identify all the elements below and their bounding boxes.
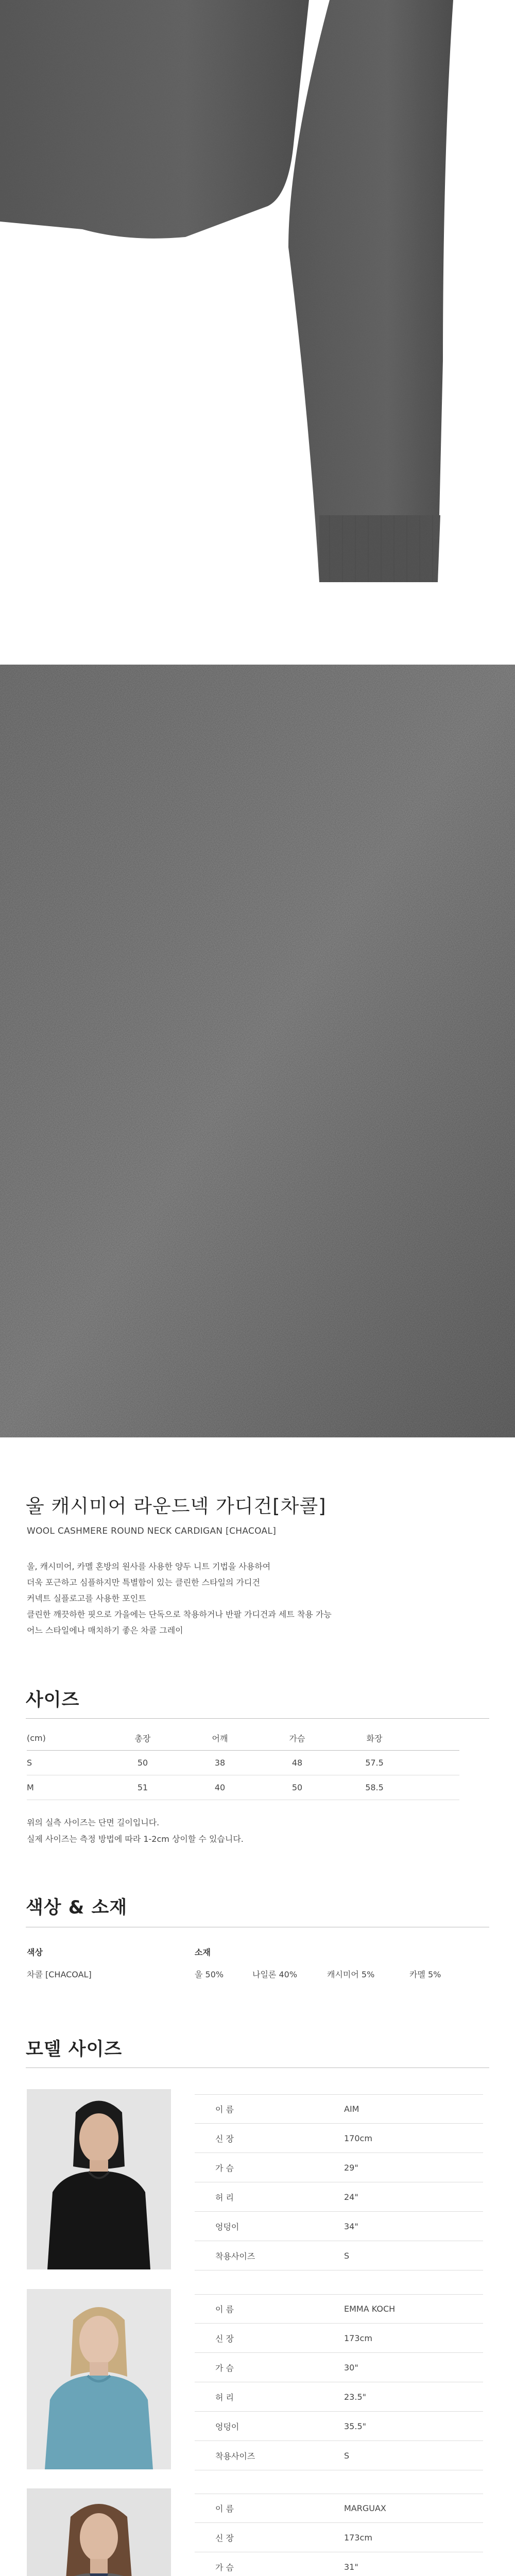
product-description: [27, 1558, 490, 1638]
table-row: [195, 2441, 483, 2470]
info-label: 허 리: [215, 2192, 234, 2202]
material-value: 캐시미어 5%: [327, 1970, 375, 1979]
table-row: [195, 2124, 483, 2153]
size-header-cell: (cm): [27, 1733, 46, 1743]
table-row: [195, 2494, 483, 2523]
product-photo-sleeve: [0, 0, 515, 587]
size-table-header: [27, 1726, 459, 1751]
description-line: 클린한 깨끗하한 핏으로 가을에는 단독으로 착용하거나 반팔 가디건과 세트 착용 가능: [27, 1609, 332, 1619]
size-cell: 40: [214, 1783, 226, 1792]
models-section-title: 모델 사이즈: [26, 2039, 123, 2060]
info-value: S: [344, 2250, 350, 2261]
table-row: [195, 2153, 483, 2182]
info-value: S: [344, 2450, 350, 2461]
size-cell: 58.5: [365, 1783, 384, 1792]
material-value: 카멜 5%: [409, 1970, 441, 1979]
material-value: 나일론 40%: [252, 1970, 298, 1979]
description-line: 어느 스타일에나 매치하기 좋은 차콜 그레이: [27, 1625, 183, 1635]
size-header-cell: 화장: [366, 1734, 383, 1743]
model-photo: [27, 2089, 171, 2269]
info-value: 29": [344, 2162, 358, 2173]
product-subtitle: WOOL CASHMERE ROUND NECK CARDIGAN [CHACOAL]: [27, 1526, 277, 1536]
info-label: 착용사이즈: [215, 2451, 255, 2461]
info-label: 허 리: [215, 2392, 234, 2402]
size-header-cell: 가슴: [289, 1734, 305, 1743]
table-row: [195, 2324, 483, 2353]
info-label: 이 름: [215, 2304, 234, 2314]
info-label: 가 슴: [215, 2562, 234, 2572]
info-value: 35.5": [344, 2421, 366, 2431]
info-label: 엉덩이: [215, 2222, 239, 2232]
table-row: [195, 2382, 483, 2412]
table-row: [195, 2523, 483, 2552]
info-value: 173cm: [344, 2333, 372, 2343]
info-value: 170cm: [344, 2133, 372, 2143]
divider: [26, 2067, 489, 2068]
material-label: 소재: [195, 1947, 211, 1957]
description-line: 더욱 포근하고 심플하지만 특별함이 있는 클린한 스타일의 가디건: [27, 1578, 260, 1587]
info-value: 24": [344, 2192, 358, 2202]
size-cell: 57.5: [365, 1758, 384, 1768]
size-cell: 51: [137, 1783, 148, 1792]
material-section-title: 색상 & 소재: [26, 1897, 128, 1918]
table-row: [195, 2094, 483, 2124]
table-row: [195, 2412, 483, 2441]
model-info-table: [195, 2494, 483, 2576]
info-label: 신 장: [215, 2533, 234, 2543]
info-label: 착용사이즈: [215, 2251, 255, 2261]
size-cell: 38: [214, 1758, 226, 1768]
table-row: [195, 2353, 483, 2382]
table-row: [27, 1751, 459, 1775]
table-row: [195, 2241, 483, 2270]
info-value: MARGUAX: [344, 2503, 386, 2513]
material-value: 울 50%: [195, 1970, 224, 1979]
info-label: 가 슴: [215, 2363, 234, 2373]
info-value: AIM: [344, 2104, 359, 2114]
info-value: 34": [344, 2221, 358, 2231]
info-label: 신 장: [215, 2333, 234, 2344]
size-note: 위의 실측 사이즈는 단면 길이입니다.: [27, 1818, 160, 1827]
info-label: 엉덩이: [215, 2421, 239, 2432]
size-header-cell: 어깨: [212, 1734, 228, 1743]
model-photo: [27, 2289, 171, 2469]
size-notes: [27, 1815, 490, 1848]
size-cell: 48: [291, 1758, 303, 1768]
color-label: 색상: [27, 1947, 43, 1957]
size-header-cell: 총장: [134, 1734, 151, 1743]
size-cell: 50: [137, 1758, 148, 1768]
size-cell: M: [27, 1783, 34, 1792]
size-cell: S: [27, 1758, 32, 1768]
size-section-title: 사이즈: [26, 1690, 80, 1710]
size-note: 실제 사이즈는 측정 방법에 따라 1-2cm 상이할 수 있습니다.: [27, 1834, 244, 1844]
color-value: 차콜 [CHACOAL]: [27, 1970, 92, 1979]
size-cell: 50: [291, 1783, 303, 1792]
product-title: 울 캐시미어 라운드넥 가디건[차콜]: [26, 1495, 327, 1517]
model-info-table: [195, 2094, 483, 2270]
info-value: 31": [344, 2562, 358, 2572]
info-value: 173cm: [344, 2532, 372, 2543]
table-row: [195, 2182, 483, 2212]
table-row: [195, 2212, 483, 2241]
info-value: EMMA KOCH: [344, 2304, 396, 2314]
info-label: 신 장: [215, 2133, 234, 2144]
info-label: 가 슴: [215, 2163, 234, 2173]
model-info-table: [195, 2294, 483, 2470]
model-photo: [27, 2488, 171, 2576]
size-table: [27, 1726, 459, 1800]
info-value: 23.5": [344, 2392, 366, 2402]
info-label: 이 름: [215, 2105, 234, 2114]
info-value: 30": [344, 2362, 358, 2372]
description-line: 커넥트 실플로고를 사용한 포인트: [27, 1594, 146, 1603]
info-label: 이 름: [215, 2504, 234, 2514]
table-row: [27, 1775, 459, 1800]
description-line: 울, 캐시미어, 카멜 혼방의 원사를 사용한 양두 니트 기법을 사용하여: [27, 1562, 271, 1571]
product-photo-texture: [0, 665, 515, 1437]
table-row: [195, 2294, 483, 2324]
table-row: [195, 2552, 483, 2576]
divider: [26, 1718, 489, 1719]
